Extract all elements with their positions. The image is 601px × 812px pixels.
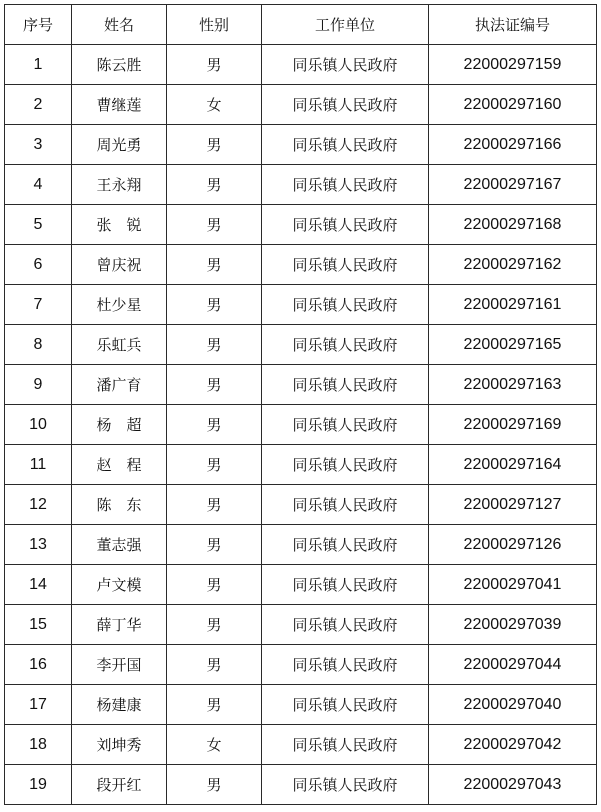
cell-cert-number: 22000297164: [429, 445, 597, 485]
cell-gender: 男: [167, 165, 262, 205]
cell-work-unit: 同乐镇人民政府: [262, 245, 429, 285]
cell-gender: 男: [167, 125, 262, 165]
cell-name: 张 锐: [72, 205, 167, 245]
cell-index: 2: [5, 85, 72, 125]
table-row: [5, 645, 597, 685]
cell-index: 14: [5, 565, 72, 605]
cell-gender: 男: [167, 445, 262, 485]
table-row: [5, 405, 597, 445]
cell-work-unit: 同乐镇人民政府: [262, 685, 429, 725]
table-row: [5, 325, 597, 365]
cell-gender: 女: [167, 725, 262, 765]
cell-work-unit: 同乐镇人民政府: [262, 525, 429, 565]
cell-index: 19: [5, 765, 72, 805]
cell-name: 杨建康: [72, 685, 167, 725]
cell-cert-number: 22000297040: [429, 685, 597, 725]
cell-index: 10: [5, 405, 72, 445]
cell-index: 6: [5, 245, 72, 285]
table-body: [5, 45, 597, 805]
cell-index: 9: [5, 365, 72, 405]
cell-work-unit: 同乐镇人民政府: [262, 445, 429, 485]
cell-gender: 男: [167, 205, 262, 245]
cell-name: 杜少星: [72, 285, 167, 325]
personnel-table: [4, 4, 597, 805]
cell-index: 8: [5, 325, 72, 365]
cell-gender: 男: [167, 285, 262, 325]
cell-index: 13: [5, 525, 72, 565]
table-row: [5, 685, 597, 725]
cell-work-unit: 同乐镇人民政府: [262, 85, 429, 125]
cell-work-unit: 同乐镇人民政府: [262, 45, 429, 85]
table-row: [5, 365, 597, 405]
cell-work-unit: 同乐镇人民政府: [262, 605, 429, 645]
cell-index: 16: [5, 645, 72, 685]
cell-gender: 男: [167, 765, 262, 805]
cell-name: 陈 东: [72, 485, 167, 525]
cell-name: 陈云胜: [72, 45, 167, 85]
cell-index: 1: [5, 45, 72, 85]
cell-work-unit: 同乐镇人民政府: [262, 205, 429, 245]
table-row: [5, 285, 597, 325]
cell-cert-number: 22000297039: [429, 605, 597, 645]
header-name: 姓名: [72, 5, 167, 45]
cell-gender: 男: [167, 525, 262, 565]
table-row: [5, 45, 597, 85]
cell-gender: 男: [167, 485, 262, 525]
cell-name: 王永翔: [72, 165, 167, 205]
cell-gender: 男: [167, 45, 262, 85]
cell-name: 潘广育: [72, 365, 167, 405]
cell-name: 周光勇: [72, 125, 167, 165]
cell-name: 杨 超: [72, 405, 167, 445]
cell-index: 18: [5, 725, 72, 765]
cell-gender: 男: [167, 325, 262, 365]
cell-cert-number: 22000297162: [429, 245, 597, 285]
table-row: [5, 765, 597, 805]
cell-work-unit: 同乐镇人民政府: [262, 325, 429, 365]
cell-cert-number: 22000297041: [429, 565, 597, 605]
cell-cert-number: 22000297043: [429, 765, 597, 805]
cell-work-unit: 同乐镇人民政府: [262, 165, 429, 205]
table-row: [5, 85, 597, 125]
cell-cert-number: 22000297160: [429, 85, 597, 125]
table-row: [5, 125, 597, 165]
table-row: [5, 445, 597, 485]
cell-gender: 男: [167, 605, 262, 645]
cell-name: 刘坤秀: [72, 725, 167, 765]
table-row: [5, 485, 597, 525]
header-work-unit: 工作单位: [262, 5, 429, 45]
cell-cert-number: 22000297167: [429, 165, 597, 205]
cell-name: 曹继莲: [72, 85, 167, 125]
cell-work-unit: 同乐镇人民政府: [262, 645, 429, 685]
cell-name: 卢文模: [72, 565, 167, 605]
cell-work-unit: 同乐镇人民政府: [262, 565, 429, 605]
cell-work-unit: 同乐镇人民政府: [262, 125, 429, 165]
cell-name: 段开红: [72, 765, 167, 805]
cell-index: 3: [5, 125, 72, 165]
cell-gender: 男: [167, 565, 262, 605]
cell-work-unit: 同乐镇人民政府: [262, 765, 429, 805]
cell-gender: 男: [167, 685, 262, 725]
cell-index: 4: [5, 165, 72, 205]
cell-index: 17: [5, 685, 72, 725]
cell-name: 乐虹兵: [72, 325, 167, 365]
cell-cert-number: 22000297166: [429, 125, 597, 165]
cell-gender: 女: [167, 85, 262, 125]
table-row: [5, 565, 597, 605]
table-row: [5, 525, 597, 565]
cell-cert-number: 22000297127: [429, 485, 597, 525]
cell-cert-number: 22000297044: [429, 645, 597, 685]
cell-work-unit: 同乐镇人民政府: [262, 485, 429, 525]
cell-index: 11: [5, 445, 72, 485]
cell-work-unit: 同乐镇人民政府: [262, 405, 429, 445]
cell-name: 董志强: [72, 525, 167, 565]
cell-cert-number: 22000297159: [429, 45, 597, 85]
header-row: [5, 5, 597, 45]
cell-name: 薛丁华: [72, 605, 167, 645]
cell-index: 5: [5, 205, 72, 245]
cell-cert-number: 22000297169: [429, 405, 597, 445]
cell-index: 7: [5, 285, 72, 325]
cell-name: 李开国: [72, 645, 167, 685]
cell-cert-number: 22000297042: [429, 725, 597, 765]
cell-work-unit: 同乐镇人民政府: [262, 365, 429, 405]
cell-cert-number: 22000297126: [429, 525, 597, 565]
cell-cert-number: 22000297165: [429, 325, 597, 365]
table-header: [5, 5, 597, 45]
cell-name: 赵 程: [72, 445, 167, 485]
cell-work-unit: 同乐镇人民政府: [262, 285, 429, 325]
cell-work-unit: 同乐镇人民政府: [262, 725, 429, 765]
table-row: [5, 205, 597, 245]
cell-gender: 男: [167, 405, 262, 445]
cell-gender: 男: [167, 245, 262, 285]
header-index: 序号: [5, 5, 72, 45]
cell-cert-number: 22000297168: [429, 205, 597, 245]
table-row: [5, 245, 597, 285]
cell-cert-number: 22000297161: [429, 285, 597, 325]
cell-name: 曾庆祝: [72, 245, 167, 285]
cell-cert-number: 22000297163: [429, 365, 597, 405]
cell-index: 12: [5, 485, 72, 525]
cell-gender: 男: [167, 645, 262, 685]
header-gender: 性别: [167, 5, 262, 45]
cell-gender: 男: [167, 365, 262, 405]
table-row: [5, 605, 597, 645]
header-cert-number: 执法证编号: [429, 5, 597, 45]
table-row: [5, 165, 597, 205]
cell-index: 15: [5, 605, 72, 645]
table-row: [5, 725, 597, 765]
